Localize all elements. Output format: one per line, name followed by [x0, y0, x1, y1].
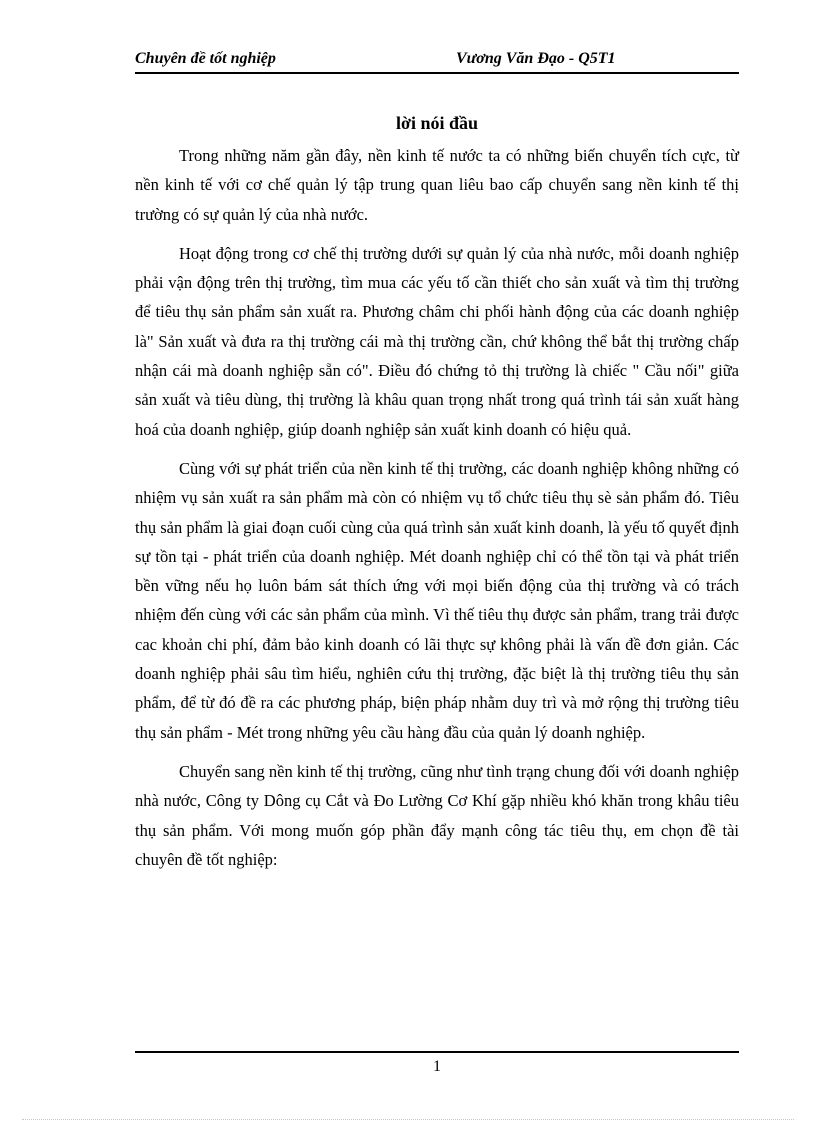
- header-left-text: Chuyên đề tốt nghiệp: [135, 50, 276, 67]
- paragraph: Hoạt động trong cơ chế thị trường dưới sự quản lý của nhà nước, mỗi doanh nghiệp phải vận động trên thị trường, tìm mua các yếu tố cần thiết cho sản xuất và tìm thị trường để tiêu thụ sản phẩm sản xuất ra. Phương châm chi phối hành động của các doanh nghiệp là" Sản xuất và đưa ra thị trường cái mà thị trường cần, chứ không thể bắt thị trường chấp nhận cái mà doanh nghiệp sẵn có". Điều đó chứng tỏ thị trường là chiếc " Cầu nối" giữa sản xuất và tiêu dùng, thị trường là khâu quan trọng nhất trong quá trình tái sản xuất hàng hoá của doanh nghiệp, giúp doanh nghiệp sản xuất kinh doanh có hiệu quả.: [135, 243, 739, 439]
- footer-rule: [135, 1051, 739, 1053]
- page-number: 1: [433, 1058, 441, 1075]
- header-right-text: Vương Văn Đạo - Q5T1: [456, 50, 616, 67]
- page-header: [135, 48, 739, 74]
- paragraph: Chuyển sang nền kinh tế thị trường, cũng như tình trạng chung đối với doanh nghiệp nhà nước, Công ty Dông cụ Cắt và Đo Lường Cơ Khí gặp nhiều khó khăn trong khâu tiêu thụ sản phẩm. Với mong muốn góp phần đẩy mạnh công tác tiêu thụ, em chọn đề tài chuyên đề tốt nghiệp:: [135, 761, 739, 869]
- section-title: lời nói đầu: [395, 113, 478, 133]
- document-body: [135, 141, 739, 884]
- paragraph: Cùng với sự phát triển của nền kinh tế thị trường, các doanh nghiệp không những có nhiệm vụ sản xuất ra sản phẩm mà còn có nhiệm vụ tổ chức tiêu thụ sè sản phẩm đó. Tiêu thụ sản phẩm là giai đoạn cuối cùng của quá trình sản xuất kinh doanh, là yếu tố quyết định sự tồn tại - phát triển của doanh nghiệp. Mét doanh nghiệp chỉ có thể tồn tại và phát triển bền vững nếu họ luôn bám sát thích ứng với mọi biến động của thị trường và có trách nhiệm đến cùng với các sản phẩm của mình. Vì thế tiêu thụ được sản phẩm, trang trải được cac khoản chi phí, đảm bảo kinh doanh có lãi thực sự không phải là vấn đề đơn giản. Các doanh nghiệp phải sâu tìm hiểu, nghiên cứu thị trường, đặc biệt là thị trường tiêu thụ sản phẩm, để từ đó đề ra các phương pháp, biện pháp nhằm duy trì và mở rộng thị trường tiêu thụ sản phẩm - Mét trong những yêu cầu hàng đầu của quản lý doanh nghiệp.: [135, 458, 739, 742]
- paragraph: Trong những năm gần đây, nền kinh tế nước ta có những biến chuyển tích cực, từ nền kinh tế với cơ chế quản lý tập trung quan liêu bao cấp chuyển sang nền kinh tế thị trường có sự quản lý của nhà nước.: [135, 146, 739, 224]
- page-edge-divider: [22, 1119, 794, 1120]
